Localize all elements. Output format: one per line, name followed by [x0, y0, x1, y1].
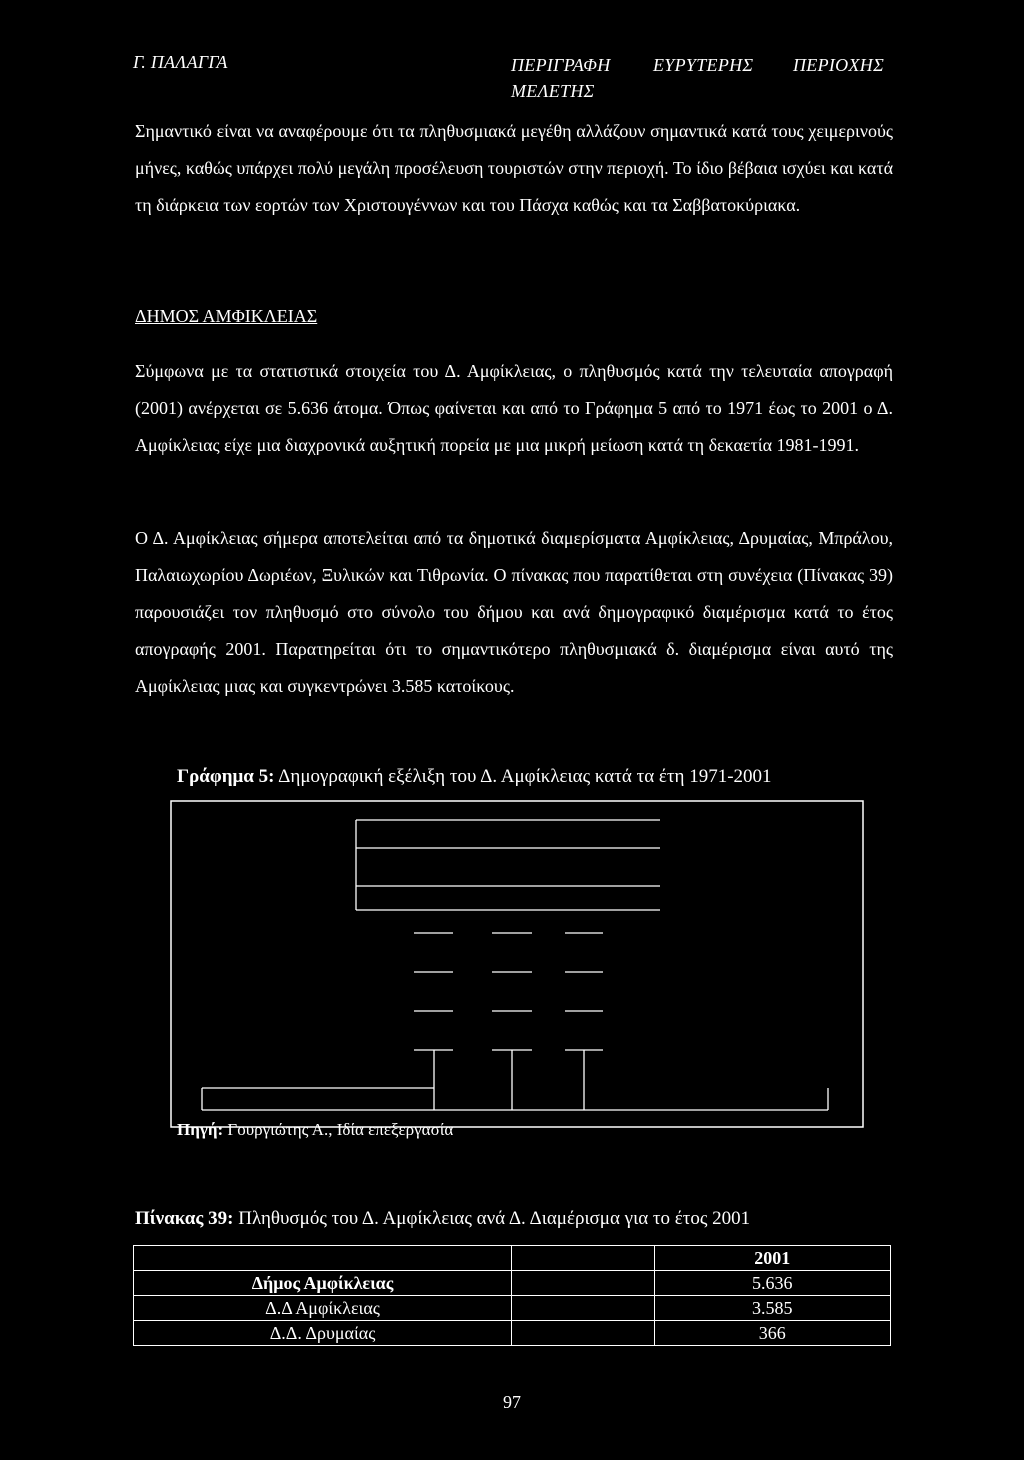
paragraph-tourism: Σημαντικό είναι να αναφέρουμε ότι τα πληθυσμιακά μεγέθη αλλάζουν σημαντικά κατά τους χειμερινούς μήνες, καθώς υπάρχει πολύ μεγάλη προσέλευση τουριστών στην περιοχή. Το ίδιο βέβαια ισχύει και κατά τη διάρκεια των εορτών των Χριστουγέννων και του Πάσχα καθώς και τα Σαββατοκύριακα. [135, 121, 893, 215]
table-row [134, 1271, 891, 1296]
table-cell-value: 3.585 [654, 1296, 890, 1321]
header-word-3: ΠΕΡΙΟΧΗΣ [793, 55, 885, 75]
table-row [134, 1296, 891, 1321]
table-header-row [134, 1246, 891, 1271]
table-header-empty [134, 1246, 512, 1271]
header-word-4: ΜΕΛΕΤΗΣ [511, 81, 595, 101]
table-caption [135, 1208, 750, 1230]
header-word-1: ΠΕΡΙΓΡΑΦΗ [511, 55, 611, 75]
header-word-2: ΕΥΡΥΤΕΡΗΣ [653, 55, 754, 75]
table-header-year: 2001 [654, 1246, 890, 1271]
table-cell-value: 366 [654, 1321, 890, 1346]
chart-caption-text: Δημογραφική εξέλιξη του Δ. Αμφίκλειας κατά τα έτη 1971-2001 [274, 766, 772, 787]
table-cell-name: Δ.Δ Αμφίκλειας [134, 1296, 512, 1321]
source-label: Πηγή: [177, 1120, 224, 1139]
chart-source [177, 1120, 453, 1140]
chart-border [171, 801, 863, 1127]
paragraph-districts: Ο Δ. Αμφίκλειας σήμερα αποτελείται από τα δημοτικά διαμερίσματα Αμφίκλειας, Δρυμαίας, Μπράλου, Παλαιωχωρίου Δωριέων, Ξυλικών και Τιθρωνία. Ο πίνακας που παρατίθεται στη συνέχεια (Πίνακας 39) παρουσιάζει τον πληθυσμό στο σύνολο του δήμου και ανά δημογραφικό διαμέρισμα κατά το έτος απογραφής 2001. Παρατηρείται ότι το σημαντικότερο πληθυσμιακά δ. διαμέρισμα είναι αυτό της Αμφίκλειας μιας και συγκεντρώνει 3.585 κατοίκους. [135, 528, 893, 696]
chart-caption-label: Γράφημα 5: [177, 766, 275, 787]
table-cell-spacer [512, 1271, 655, 1296]
running-header-title [511, 52, 901, 104]
table-caption-text: Πληθυσμός του Δ. Αμφίκλειας ανά Δ. Διαμέρισμα για το έτος 2001 [233, 1208, 751, 1229]
source-text: Γουργιώτης Α., Ιδία επεξεργασία [223, 1120, 454, 1139]
table-cell-value: 5.636 [654, 1271, 890, 1296]
table-header-spacer [512, 1246, 655, 1271]
paragraph-population: Σύμφωνα με τα στατιστικά στοιχεία του Δ. Αμφίκλειας, ο πληθυσμός κατά την τελευταία απογραφή (2001) ανέρχεται σε 5.636 άτομα. Όπως φαίνεται και από το Γράφημα 5 από το 1971 έως το 2001 ο Δ. Αμφίκλειας είχε μια διαχρονικά αυξητική πορεία με μια μικρή μείωση κατά τη δεκαετία 1981-1991. [135, 361, 893, 455]
running-header-author: Γ. ΠΑΛΑΓΓΑ [133, 52, 228, 72]
chart-frame [170, 800, 864, 1128]
chart-caption [177, 766, 772, 788]
table-cell-spacer [512, 1321, 655, 1346]
table-caption-label: Πίνακας 39: [135, 1208, 234, 1229]
section-heading: ΔΗΜΟΣ ΑΜΦΙΚΛΕΙΑΣ [135, 306, 318, 326]
table-cell-spacer [512, 1296, 655, 1321]
table-cell-name: Δήμος Αμφίκλειας [134, 1271, 512, 1296]
population-table [133, 1245, 891, 1346]
table-cell-name: Δ.Δ. Δρυμαίας [134, 1321, 512, 1346]
page-number: 97 [503, 1392, 521, 1412]
table-row [134, 1321, 891, 1346]
